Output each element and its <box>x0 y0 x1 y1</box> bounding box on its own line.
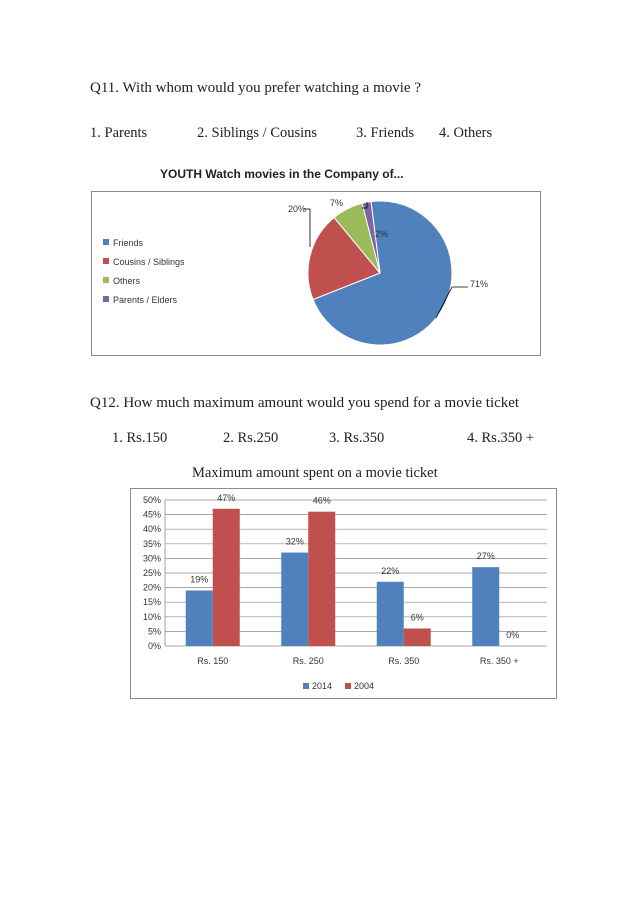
legend-swatch <box>103 258 109 264</box>
legend-label: Parents / Elders <box>113 295 178 305</box>
bar-2014 <box>472 567 499 646</box>
leader-line <box>304 209 310 247</box>
bar-data-label: 46% <box>312 495 331 506</box>
bar-data-label: 6% <box>410 612 424 623</box>
x-tick-label: Rs. 250 <box>292 656 324 666</box>
y-tick-label: 30% <box>142 553 161 564</box>
y-tick-label: 25% <box>142 568 161 578</box>
q12-option-3: 3. Rs.350 <box>329 430 385 446</box>
bar-2014 <box>281 553 308 646</box>
bar-2004 <box>308 512 335 646</box>
bar-chart-box <box>130 488 557 699</box>
q11-question: Q11. With whom would you prefer watching a movie ? <box>90 80 421 96</box>
bar-data-label: 32% <box>285 536 304 547</box>
legend-swatch <box>103 296 109 302</box>
pie-chart <box>92 192 540 355</box>
q11-option-2: 2. Siblings / Cousins <box>197 125 318 141</box>
y-tick-label: 50% <box>142 495 161 505</box>
legend-label: 2004 <box>354 681 375 691</box>
legend-label: 2014 <box>312 681 333 691</box>
y-tick-label: 35% <box>142 538 161 549</box>
legend-swatch <box>103 239 109 245</box>
legend-label: Friends <box>113 238 144 248</box>
bar-data-label: 0% <box>506 630 520 640</box>
bar-data-label: 19% <box>190 574 209 585</box>
pie-chart-title: YOUTH Watch movies in the Company of... <box>160 167 404 181</box>
q12-option-4: 4. Rs.350 + <box>467 430 534 446</box>
pie-data-label: 20% <box>288 204 307 214</box>
bar-2014 <box>377 582 404 646</box>
y-tick-label: 10% <box>142 611 161 622</box>
q11-option-3: 3. Friends <box>356 125 414 141</box>
q12-option-2: 2. Rs.250 <box>223 430 279 446</box>
y-tick-label: 15% <box>142 597 161 608</box>
bar-2004 <box>404 628 431 646</box>
bar-2014 <box>186 591 213 646</box>
q12-option-1: 1. Rs.150 <box>112 430 168 446</box>
y-tick-label: 20% <box>142 582 161 593</box>
legend-swatch <box>345 683 351 689</box>
legend-label: Others <box>113 276 141 286</box>
q11-option-1: 1. Parents <box>90 125 148 141</box>
bar-data-label: 27% <box>476 551 495 562</box>
bar-chart-title: Maximum amount spent on a movie ticket <box>192 465 438 481</box>
x-tick-label: Rs. 350 + <box>479 656 519 666</box>
x-tick-label: Rs. 350 <box>388 656 420 666</box>
bar-data-label: 22% <box>381 565 400 576</box>
y-tick-label: 5% <box>147 626 161 637</box>
pie-data-label: 71% <box>470 279 489 289</box>
pie-chart-box <box>91 191 541 356</box>
legend-label: Cousins / Siblings <box>113 257 185 267</box>
pie-data-label: 2% <box>375 229 389 239</box>
bar-2004 <box>213 509 240 646</box>
legend-swatch <box>303 683 309 689</box>
pie-data-label: 7% <box>330 198 344 208</box>
bar-data-label: 47% <box>217 492 236 503</box>
y-tick-label: 40% <box>142 524 161 535</box>
y-tick-label: 45% <box>142 509 161 520</box>
x-tick-label: Rs. 150 <box>197 656 229 666</box>
legend-swatch <box>103 277 109 283</box>
bar-chart <box>131 489 556 698</box>
q12-question: Q12. How much maximum amount would you spend for a movie ticket <box>90 395 520 411</box>
y-tick-label: 0% <box>147 641 161 651</box>
q11-option-4: 4. Others <box>439 125 493 141</box>
